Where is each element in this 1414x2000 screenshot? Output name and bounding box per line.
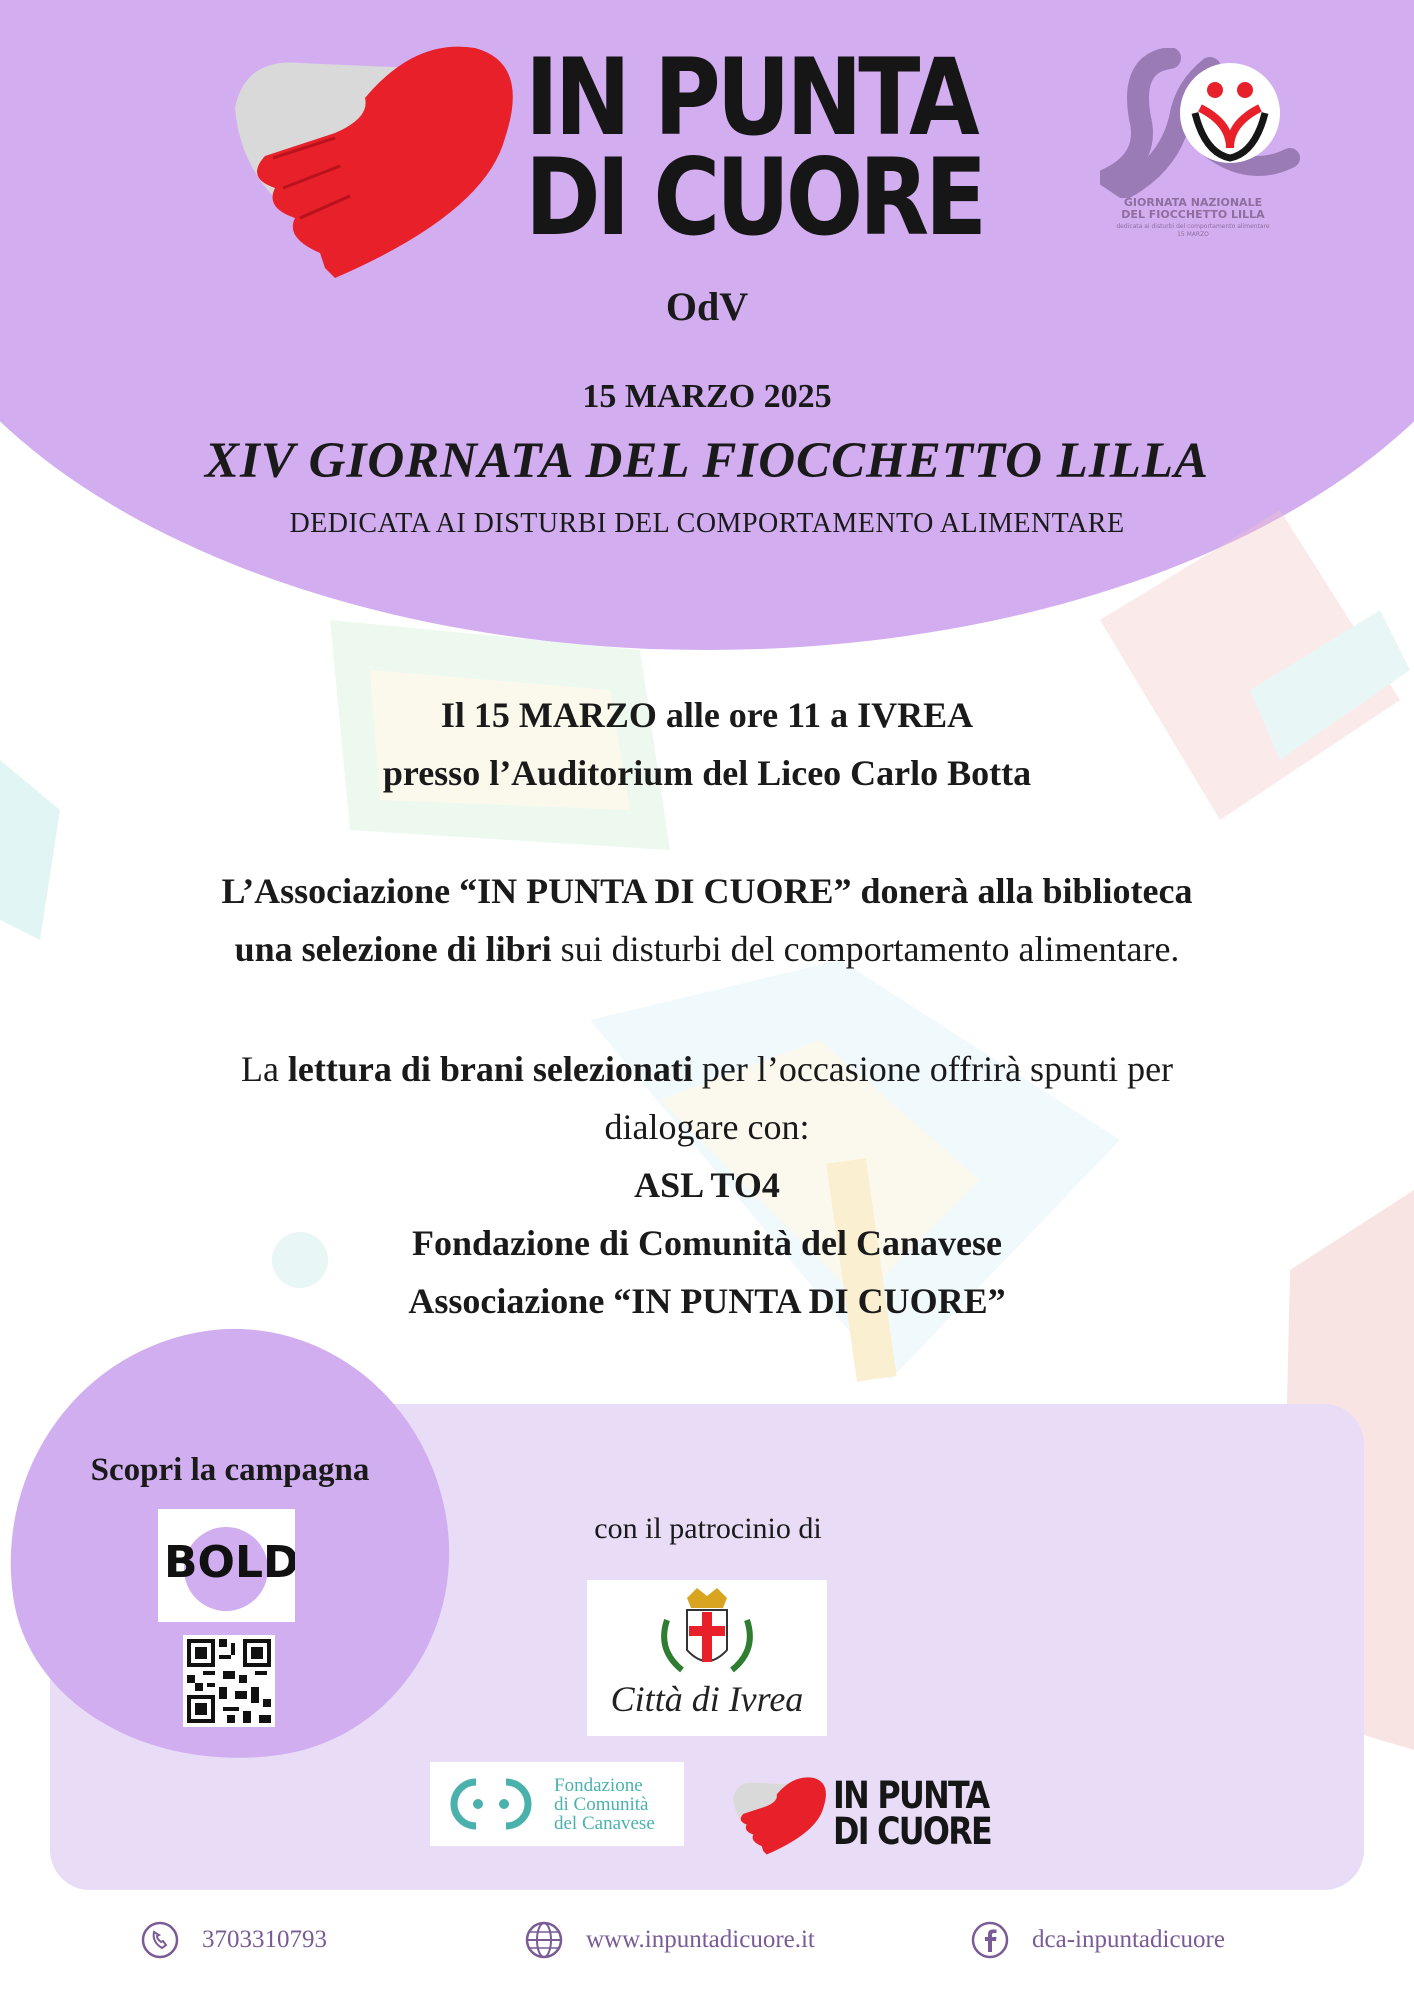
small-logo-wordmark [833, 1774, 992, 1853]
phone-number: 3703310793 [202, 1926, 327, 1953]
event-time: alle ore 11 a [656, 695, 858, 735]
contact-phone[interactable] [140, 1920, 327, 1960]
donation-bold: una selezione di libri [234, 929, 552, 969]
small-logo-line-2: DI CUORE [833, 1810, 992, 1853]
partner-asl: ASL TO4 [634, 1165, 780, 1205]
patronage-label: con il patrocinio di [594, 1512, 822, 1545]
ribbon-caption-line-1: GIORNATA NAZIONALE [1123, 196, 1263, 209]
bold-logo-icon [158, 1509, 295, 1622]
reading-rest: per l’occasione offrirà spunti per [692, 1049, 1174, 1089]
event-venue: presso l’Auditorium del Liceo Carlo Botta [382, 753, 1032, 793]
campaign-label: Scopri la campagna [90, 1452, 370, 1488]
website-link: www.inpuntadicuore.it [586, 1926, 815, 1953]
fondazione-line-3: del Canavese [554, 1813, 655, 1834]
association-logo [225, 38, 985, 278]
fondazione-wordmark [554, 1776, 655, 1833]
globe-icon [524, 1920, 564, 1960]
qr-code[interactable] [183, 1635, 275, 1727]
donation-text [0, 862, 1414, 978]
fondazione-icon [436, 1762, 546, 1846]
ribbon-caption [1098, 197, 1288, 221]
facebook-icon [970, 1920, 1010, 1960]
ivrea-wordmark: Città di Ivrea [610, 1679, 804, 1719]
event-date: 15 MARZO 2025 [582, 378, 832, 415]
ribbon-caption-line-4: 15 MARZO [1177, 231, 1209, 238]
fondazione-logo [430, 1762, 684, 1846]
logo-line-2: DI CUORE [525, 136, 983, 259]
event-subtitle: DEDICATA AI DISTURBI DEL COMPORTAMENTO ALIMENTARE [289, 508, 1125, 539]
fondazione-line-2: di Comunità [554, 1794, 649, 1815]
heart-hands-icon [225, 38, 525, 278]
facebook-handle: dca-inpuntadicuore [1032, 1926, 1225, 1953]
event-city: IVREA [857, 695, 974, 735]
logo-wordmark [525, 36, 983, 259]
reading-line-2: dialogare con: [604, 1107, 810, 1147]
ivrea-crest-icon [587, 1580, 827, 1680]
reading-bold: lettura di brani selezionati [287, 1049, 693, 1089]
heart-hands-icon-small [730, 1772, 830, 1857]
qr-code-icon [183, 1635, 275, 1727]
odv-label: OdV [665, 284, 749, 329]
donation-rest: sui disturbi del comportamento alimentare. [551, 929, 1180, 969]
partner-association: Associazione “IN PUNTA DI CUORE” [408, 1281, 1006, 1321]
ribbon-small-caption [1098, 223, 1288, 239]
book-illustration-right [1080, 500, 1414, 860]
event-details [0, 686, 1414, 802]
ribbon-caption-line-2: DEL FIOCCHETTO LILLA [1121, 208, 1265, 221]
reading-prefix: La [240, 1049, 288, 1089]
event-when: Il 15 MARZO [440, 695, 657, 735]
small-logo-line-1: IN PUNTA [833, 1774, 989, 1817]
donation-line-2 [0, 920, 1414, 978]
citta-ivrea-logo [587, 1580, 827, 1736]
event-when-line [0, 686, 1414, 744]
phone-icon [140, 1920, 180, 1960]
contact-facebook[interactable] [970, 1920, 1225, 1960]
partner-fondazione: Fondazione di Comunità del Canavese [411, 1223, 1003, 1263]
logo-line-1: IN PUNTA [525, 36, 976, 159]
fondazione-line-1: Fondazione [554, 1775, 643, 1796]
association-logo-small [730, 1770, 1000, 1860]
bold-campaign-logo[interactable] [158, 1509, 295, 1622]
reading-line-1 [0, 1040, 1414, 1098]
lilac-ribbon-icon [1100, 48, 1300, 198]
donation-line-1: L’Associazione “IN PUNTA DI CUORE” donerà alla biblioteca [221, 871, 1193, 911]
reading-text [0, 1040, 1414, 1330]
event-title: XIV GIORNATA DEL FIOCCHETTO LILLA [204, 433, 1210, 489]
bold-logo-text: BOLD [164, 1537, 295, 1588]
contact-website[interactable] [524, 1920, 815, 1960]
ribbon-caption-line-3: dedicata ai disturbi del comportamento alimentare [1116, 223, 1270, 230]
